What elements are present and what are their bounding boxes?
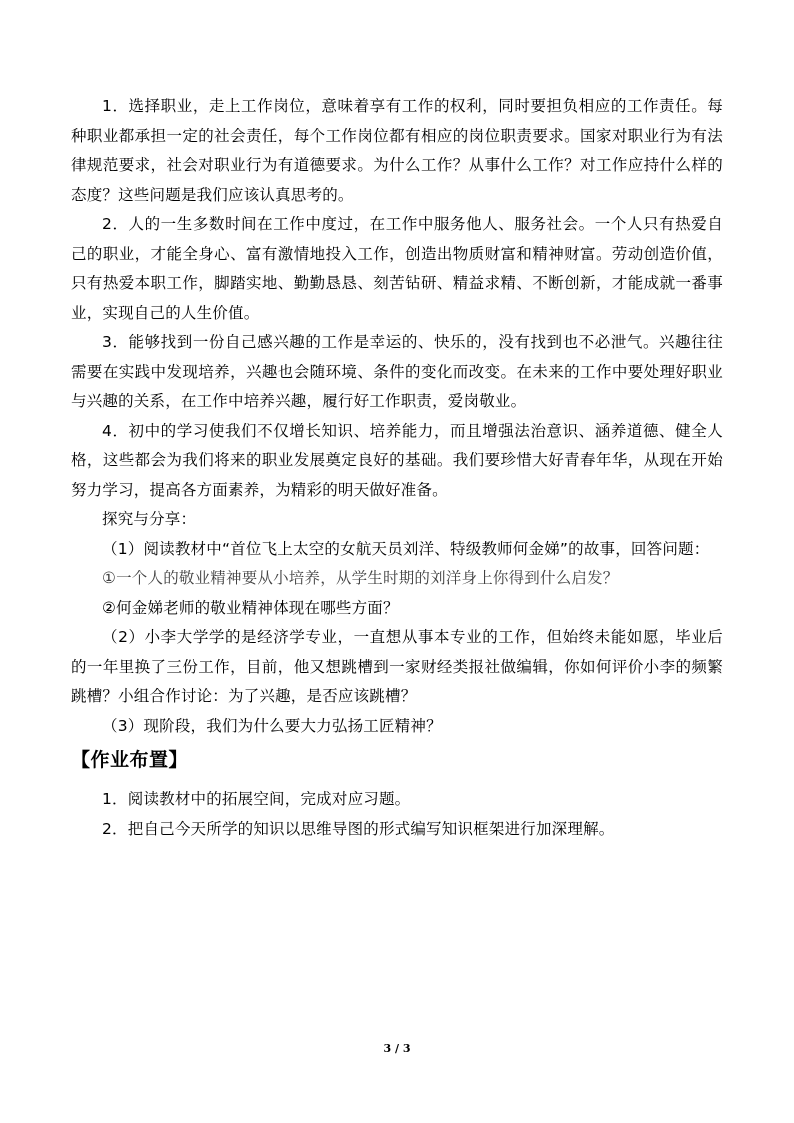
question-1: （1）阅读教材中“首位飞上太空的女航天员刘洋、特级教师何金娣”的故事，回答问题：: [102, 539, 710, 558]
paragraph-2: 2．人的一生多数时间在工作中度过，在工作中服务他人、服务社会。一个人只有热爱自己的职业，才能全身心、富有激情地投入工作，创造出物质财富和精神财富。劳动创造价值，只有热爱本职工作，脚踏实地、勤勤恳恳、刻苦钻研、精益求精、不断创新，才能成就一番事业，实现自己的人生价值。: [71, 215, 723, 322]
homework-item-2: 2．把自己今天所学的知识以思维导图的形式编写知识框架进行加深理解。: [102, 819, 615, 838]
document-body: [71, 92, 723, 844]
question-2: （2）小李大学学的是经济学专业，一直想从事本专业的工作，但始终未能如愿，毕业后的一年里换了三份工作，目前，他又想跳槽到一家财经类报社做编辑，你如何评价小李的频繁跳槽？小组合作讨论：为了兴趣，是否应该跳槽？: [71, 628, 723, 705]
paragraph-1: 1．选择职业，走上工作岗位，意味着享有工作的权利，同时要担负相应的工作责任。每种职业都承担一定的社会责任，每个工作岗位都有相应的岗位职责要求。国家对职业行为有法律规范要求，社会对职业行为有道德要求。为什么工作？从事什么工作？对工作应持什么样的态度？这些问题是我们应该认真思考的。: [71, 97, 723, 204]
explore-share-title: 探究与分享：: [102, 510, 197, 528]
page-number: 3 / 3: [383, 1042, 411, 1055]
paragraph-3: 3．能够找到一份自己感兴趣的工作是幸运的、快乐的，没有找到也不必泄气。兴趣往往需要在实践中发现培养，兴趣也会随环境、条件的变化而改变。在未来的工作中要处理好职业与兴趣的关系，在工作中培养兴趣，履行好工作职责，爱岗敬业。: [71, 333, 723, 410]
homework-item-1: 1．阅读教材中的拓展空间，完成对应习题。: [102, 790, 411, 808]
question-3: （3）现阶段，我们为什么要大力弘扬工匠精神？: [102, 716, 442, 735]
question-1-b: ②何金娣老师的敬业精神体现在哪些方面？: [102, 598, 399, 617]
homework-list: [71, 785, 723, 844]
paragraph-4: 4．初中的学习使我们不仅增长知识、培养能力，而且增强法治意识、涵养道德、健全人格，这些都会为我们将来的职业发展奠定良好的基础。我们要珍惜大好青春年华，从现在开始努力学习，提高各方面素养，为精彩的明天做好准备。: [71, 421, 723, 499]
homework-heading: 【作业布置】: [71, 749, 189, 771]
question-1-a: ①一个人的敬业精神要从小培养，从学生时期的刘洋身上你得到什么启发？: [102, 569, 619, 587]
